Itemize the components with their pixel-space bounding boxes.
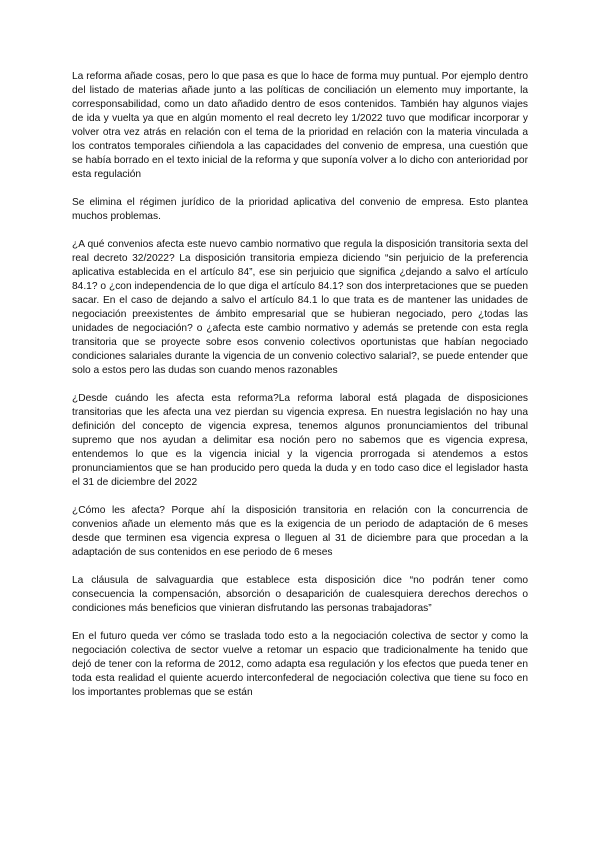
paragraph-como-afecta: ¿Cómo les afecta? Porque ahí la disposición transitoria en relación con la concurrencia de convenios añade un elemento más que es la exigencia de un periodo de adaptación de 6 meses desde que terminen esa vigencia expresa o lleguen al 31 de diciembre para que procedan a la adaptación de sus contenidos en ese periodo de 6 meses [72,505,528,558]
paragraph-futuro: En el futuro queda ver cómo se traslada todo esto a la negociación colectiva de sector y como la negociación colectiva de sector vuelve a retomar un espacio que tradicionalmente ha tenido que dejó de tener con la reforma de 2012, como adapta esa regulación y los efectos que pueda tener en toda esta realidad el quiente acuerdo interconfederal de negociación colectiva que tiene su foco en los importantes problemas que se están [72,631,528,698]
paragraph-regimen: Se elimina el régimen jurídico de la prioridad aplicativa del convenio de empresa. Esto plantea muchos problemas. [72,197,528,222]
paragraph-clausula: La cláusula de salvaguardia que establece esta disposición dice “no podrán tener como consecuencia la compensación, absorción o desaparición de cualesquiera derechos derechos o condiciones más beneficios que vinieran disfrutando las personas trabajadoras” [72,575,528,614]
paragraph-convenios: ¿A qué convenios afecta este nuevo cambio normativo que regula la disposición transitoria sexta del real decreto 32/2022? La disposición transitoria empieza diciendo “sin perjuicio de la preferencia aplicativa establecida en el artículo 84”, ese sin perjuicio que significa ¿dejando a salvo el artículo 84.1? o ¿con independencia de lo que diga el artículo 84.1? son dos interpretaciones que se pueden sacar. En el caso de dejando a salvo el artículo 84.1 lo que trata es de mantener las unidades de negociación preexistentes de ámbito empresarial que se hubieran negociado, pero ¿todas las unidades de negociación? o ¿afecta este cambio normativo y además se pretende con esta regla transitoria que se proyecte sobre esos convenio colectivos oportunistas que habían negociado condiciones salariales durante la vigencia de un convenio colectivo salarial?, se puede entender que solo a estos pero las dudas son cuando menos razonables [72,239,528,376]
document-body [72,70,528,714]
paragraph-desde-cuando: ¿Desde cuándo les afecta esta reforma?La reforma laboral está plagada de disposiciones transitorias que les afecta una vez pierdan su vigencia expresa. En nuestra legislación no hay una definición del concepto de vigencia expresa, tenemos algunos pronunciamientos del tribunal supremo que nos ayudan a delimitar esa noción pero no sabemos que es vigencia expresa, entendemos lo que es la vigencia inicial y la vigencia prorrogada si atendemos a estos pronunciamientos que se han producido pero queda la duda y en todo caso dice el legislador hasta el 31 de diciembre del 2022 [72,393,528,488]
paragraph-reforma: La reforma añade cosas, pero lo que pasa es que lo hace de forma muy puntual. Por ejemplo dentro del listado de materias añade junto a las políticas de conciliación un elemento muy importante, la corresponsabilidad, como un dato añadido dentro de esos contenidos. También hay algunos viajes de ida y vuelta ya que en algún momento el real decreto ley 1/2022 tuvo que modificar incorporar y volver otra vez atrás en relación con el tema de la prioridad en relación con la materia vinculada a los contratos temporales ciñiendola a las capacidades del convenio de empresa, una cuestión que se había borrado en el texto inicial de la reforma y que suponía volver a lo dicho con anterioridad por esta regulación [72,71,528,180]
